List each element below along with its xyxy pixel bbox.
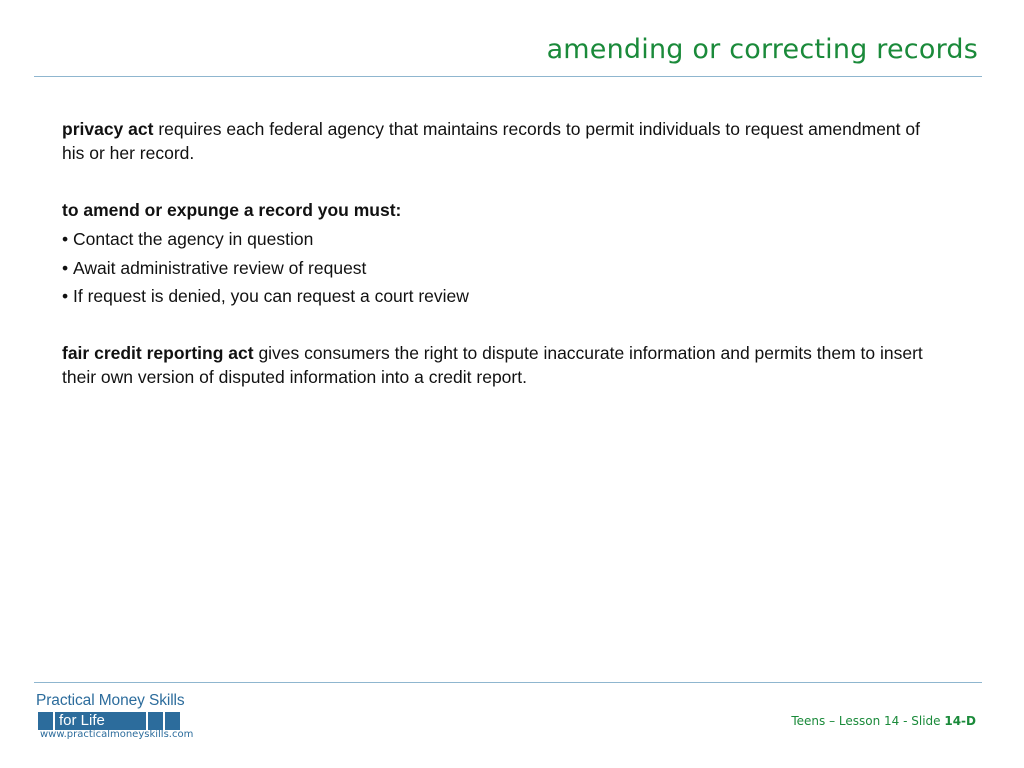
logo-name: Practical Money Skills: [36, 692, 185, 709]
logo-block: [38, 712, 53, 730]
header-divider: [34, 76, 982, 77]
amend-steps-list: [62, 227, 942, 308]
privacy-act-term: privacy act: [62, 119, 154, 139]
practical-money-skills-logo: [36, 692, 216, 748]
logo-url: www.practicalmoneyskills.com: [40, 729, 194, 740]
footer-divider: [34, 682, 982, 683]
fcra-term: fair credit reporting act: [62, 343, 254, 363]
slide-body: [62, 117, 942, 422]
list-item: • Contact the agency in question: [62, 227, 942, 251]
privacy-act-text: requires each federal agency that maintains records to permit individuals to request amendment of his or her record.: [62, 119, 920, 163]
amend-heading: to amend or expunge a record you must:: [62, 200, 402, 220]
fcra-paragraph: [62, 341, 942, 389]
list-item: • Await administrative review of request: [62, 256, 942, 280]
logo-block: [148, 712, 163, 730]
footer-label: Teens – Lesson 14 - Slide: [791, 714, 945, 728]
privacy-act-paragraph: [62, 117, 942, 165]
footer-slide-id: 14-D: [944, 714, 976, 728]
logo-for-life: for Life: [55, 712, 146, 730]
slide-footer: [791, 714, 976, 728]
list-item: • If request is denied, you can request a court review: [62, 284, 942, 308]
fcra-text: gives consumers the right to dispute inaccurate information and permits them to insert their own version of disputed information into a credit report.: [62, 343, 923, 387]
slide-title: amending or correcting records: [546, 34, 978, 65]
logo-blocks: [38, 712, 180, 730]
logo-block: [165, 712, 180, 730]
